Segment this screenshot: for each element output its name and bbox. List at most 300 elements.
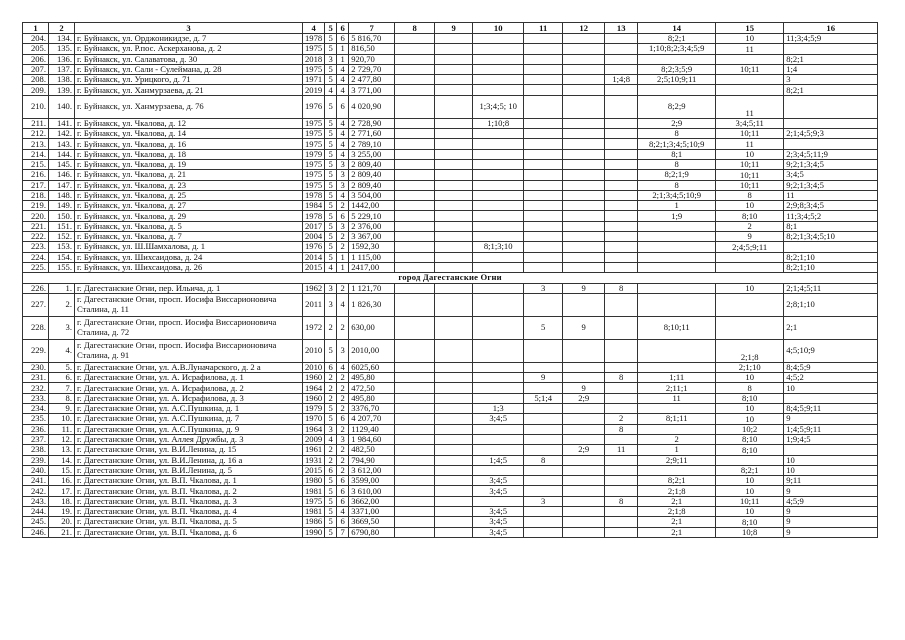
table-cell: 1978: [303, 211, 325, 221]
table-cell: 244.: [23, 506, 49, 516]
table-cell: 1;11: [638, 373, 716, 383]
table-cell: [563, 496, 605, 506]
table-cell: [395, 527, 435, 537]
table-cell: [716, 54, 784, 64]
table-cell: 3: [524, 283, 563, 293]
table-row: [23, 54, 878, 64]
table-cell: 8;1;11: [638, 414, 716, 424]
table-row: [23, 527, 878, 537]
table-cell: 1: [337, 44, 349, 54]
table-cell: 8: [638, 180, 716, 190]
table-cell: 134.: [49, 34, 75, 44]
table-cell: [435, 414, 473, 424]
table-cell: 1972: [303, 316, 325, 339]
table-cell: 5: [325, 517, 337, 527]
table-cell: [473, 85, 524, 95]
table-cell: 2: [337, 445, 349, 455]
table-cell: [563, 201, 605, 211]
table-cell: [395, 465, 435, 475]
table-cell: [784, 242, 878, 252]
table-cell: 8;4;5;9: [784, 362, 878, 372]
table-cell: [563, 34, 605, 44]
table-cell: 2;1: [784, 316, 878, 339]
table-cell: 6: [325, 362, 337, 372]
table-cell: 3: [337, 159, 349, 169]
table-cell: 10: [716, 34, 784, 44]
table-cell: [435, 424, 473, 434]
table-cell: 2 809,40: [349, 170, 395, 180]
table-cell: 17.: [49, 486, 75, 496]
table-cell: 794,90: [349, 455, 395, 465]
table-cell: [473, 232, 524, 242]
table-cell: [784, 118, 878, 128]
table-cell: [524, 414, 563, 424]
table-cell: 2: [325, 373, 337, 383]
table-cell: 10: [716, 476, 784, 486]
table-cell: 2: [337, 393, 349, 403]
table-cell: [435, 404, 473, 414]
table-cell: [605, 527, 638, 537]
table-cell: 9: [563, 283, 605, 293]
table-cell: [605, 232, 638, 242]
table-cell: 2 809,40: [349, 159, 395, 169]
section-header-row: [23, 273, 878, 283]
table-cell: 11: [638, 393, 716, 403]
table-cell: 5: [325, 404, 337, 414]
table-cell: [524, 486, 563, 496]
table-cell: 4: [337, 139, 349, 149]
table-cell: 2;1;8: [638, 486, 716, 496]
table-cell: 5: [325, 149, 337, 159]
table-cell: 228.: [23, 316, 49, 339]
table-cell: 5: [524, 316, 563, 339]
table-cell: г. Дагестанские Огни, пер. Ильича, д. 1: [75, 283, 303, 293]
table-cell: 472,50: [349, 383, 395, 393]
table-cell: 6: [337, 211, 349, 221]
table-cell: 144.: [49, 149, 75, 159]
table-cell: 2;8;1;10: [784, 293, 878, 316]
table-cell: 5: [325, 139, 337, 149]
table-cell: 4: [337, 129, 349, 139]
table-cell: 2011: [303, 293, 325, 316]
table-cell: [638, 404, 716, 414]
table-cell: 6: [337, 517, 349, 527]
table-cell: г. Дагестанские Огни, просп. Иосифа Виссарионовича Сталина, д. 72: [75, 316, 303, 339]
column-number: 2: [49, 23, 75, 34]
table-cell: 8: [605, 424, 638, 434]
table-cell: [605, 34, 638, 44]
table-cell: [716, 455, 784, 465]
column-number: 16: [784, 23, 878, 34]
table-cell: [563, 54, 605, 64]
table-cell: 235.: [23, 414, 49, 424]
table-cell: [638, 85, 716, 95]
table-cell: [395, 159, 435, 169]
table-cell: [524, 221, 563, 231]
table-cell: [395, 486, 435, 496]
table-cell: 1;3: [473, 404, 524, 414]
table-cell: [563, 424, 605, 434]
table-row: [23, 383, 878, 393]
table-cell: 241.: [23, 476, 49, 486]
table-cell: 141.: [49, 118, 75, 128]
table-cell: 149.: [49, 201, 75, 211]
table-cell: 10: [716, 201, 784, 211]
table-cell: 2;11;1: [638, 383, 716, 393]
table-cell: 2: [337, 465, 349, 475]
table-cell: 2;1;10: [716, 362, 784, 372]
table-cell: [395, 424, 435, 434]
table-cell: 4;5;10;9: [784, 339, 878, 362]
table-cell: [605, 139, 638, 149]
table-cell: 6: [337, 486, 349, 496]
table-cell: 3 255,00: [349, 149, 395, 159]
table-cell: 210.: [23, 95, 49, 118]
table-cell: [524, 232, 563, 242]
table-cell: 1 115,00: [349, 252, 395, 262]
table-cell: [435, 383, 473, 393]
table-cell: [524, 149, 563, 159]
table-cell: 10: [784, 383, 878, 393]
table-cell: 220.: [23, 211, 49, 221]
table-cell: [435, 44, 473, 54]
table-cell: [524, 476, 563, 486]
table-cell: 1442,00: [349, 201, 395, 211]
table-cell: г. Буйнакск, ул. Р.пос. Аскерханова, д. 2: [75, 44, 303, 54]
table-cell: 3662,00: [349, 496, 395, 506]
table-cell: [435, 211, 473, 221]
table-cell: [435, 190, 473, 200]
table-cell: [473, 393, 524, 403]
table-row: [23, 129, 878, 139]
table-cell: [435, 262, 473, 272]
table-cell: [605, 362, 638, 372]
table-row: [23, 445, 878, 455]
table-cell: 1980: [303, 476, 325, 486]
table-cell: [395, 506, 435, 516]
table-cell: 3;4;5: [473, 506, 524, 516]
table-cell: 2: [337, 242, 349, 252]
table-cell: 8;2;1;3;4;5;10;9: [638, 139, 716, 149]
table-row: [23, 44, 878, 54]
table-cell: [605, 506, 638, 516]
registry-table: [22, 22, 878, 538]
table-cell: 232.: [23, 383, 49, 393]
table-cell: [473, 339, 524, 362]
table-cell: [605, 455, 638, 465]
table-cell: 3;4;5: [473, 486, 524, 496]
table-cell: [435, 139, 473, 149]
table-cell: [563, 517, 605, 527]
table-cell: г. Буйнакск, ул. Сали - Сулеймана, д. 28: [75, 64, 303, 74]
table-cell: [605, 129, 638, 139]
table-cell: 495,80: [349, 373, 395, 383]
table-row: [23, 64, 878, 74]
table-cell: [473, 262, 524, 272]
table-cell: 2417,00: [349, 262, 395, 272]
table-cell: 8;10;11: [638, 316, 716, 339]
table-cell: [605, 201, 638, 211]
table-row: [23, 434, 878, 444]
table-cell: 1971: [303, 75, 325, 85]
table-cell: [524, 404, 563, 414]
table-cell: 8;2;9: [638, 95, 716, 118]
table-cell: [473, 190, 524, 200]
table-cell: 8;4;5;9;11: [784, 404, 878, 414]
table-cell: 227.: [23, 293, 49, 316]
table-cell: [395, 283, 435, 293]
table-cell: 6: [325, 465, 337, 475]
table-cell: г. Дагестанские Огни, ул. В.П. Чкалова, д. 2: [75, 486, 303, 496]
table-cell: [605, 118, 638, 128]
table-cell: 6: [337, 476, 349, 486]
table-cell: 239.: [23, 455, 49, 465]
table-cell: [435, 393, 473, 403]
table-row: [23, 339, 878, 362]
table-cell: [605, 486, 638, 496]
table-cell: 136.: [49, 54, 75, 64]
table-cell: 1981: [303, 506, 325, 516]
column-number: 6: [337, 23, 349, 34]
table-cell: [563, 95, 605, 118]
table-cell: 5 229,10: [349, 211, 395, 221]
table-cell: 10.: [49, 414, 75, 424]
table-cell: [784, 44, 878, 54]
table-cell: 1931: [303, 455, 325, 465]
table-cell: [605, 293, 638, 316]
table-cell: г. Дагестанские Огни, ул. А.С.Пушкина, д. 1: [75, 404, 303, 414]
table-cell: 1 826,30: [349, 293, 395, 316]
table-cell: [435, 149, 473, 159]
table-cell: 2015: [303, 262, 325, 272]
table-cell: [473, 465, 524, 475]
table-cell: 3;4;5: [473, 476, 524, 486]
table-cell: 4: [337, 293, 349, 316]
table-cell: [473, 180, 524, 190]
table-cell: г. Дагестанские Огни, ул. А.В.Луначарского, д. 2 а: [75, 362, 303, 372]
table-row: [23, 465, 878, 475]
table-cell: [524, 293, 563, 316]
table-cell: [563, 414, 605, 424]
table-cell: [605, 339, 638, 362]
table-cell: [524, 75, 563, 85]
table-cell: 2 728,90: [349, 118, 395, 128]
table-cell: 155.: [49, 262, 75, 272]
table-cell: [563, 170, 605, 180]
table-cell: 1;4: [784, 64, 878, 74]
table-cell: 1960: [303, 373, 325, 383]
table-cell: 2;1: [638, 517, 716, 527]
table-row: [23, 221, 878, 231]
table-cell: 2: [716, 221, 784, 231]
table-cell: [473, 445, 524, 455]
table-cell: 246.: [23, 527, 49, 537]
table-cell: 213.: [23, 139, 49, 149]
table-cell: 4.: [49, 339, 75, 362]
table-cell: 208.: [23, 75, 49, 85]
table-cell: 3 612,00: [349, 465, 395, 475]
table-cell: [524, 180, 563, 190]
table-cell: 10: [784, 465, 878, 475]
table-cell: 2: [337, 455, 349, 465]
table-cell: [395, 180, 435, 190]
table-row: [23, 118, 878, 128]
table-cell: [638, 242, 716, 252]
table-cell: [563, 75, 605, 85]
table-row: [23, 316, 878, 339]
table-cell: 4: [337, 190, 349, 200]
table-cell: 206.: [23, 54, 49, 64]
table-cell: [473, 64, 524, 74]
table-cell: г. Буйнакск, ул. Чкалова, д. 23: [75, 180, 303, 190]
table-cell: [395, 252, 435, 262]
table-cell: 3: [325, 293, 337, 316]
table-cell: 8;10: [716, 211, 784, 221]
table-cell: 242.: [23, 486, 49, 496]
table-cell: [605, 180, 638, 190]
table-cell: [563, 221, 605, 231]
table-cell: 2 771,60: [349, 129, 395, 139]
table-cell: 3 504,00: [349, 190, 395, 200]
table-cell: 236.: [23, 424, 49, 434]
table-cell: 8.: [49, 393, 75, 403]
table-cell: [524, 129, 563, 139]
table-cell: 2 477,80: [349, 75, 395, 85]
table-cell: [395, 293, 435, 316]
table-cell: [605, 64, 638, 74]
table-cell: 5: [325, 201, 337, 211]
table-cell: 2: [325, 455, 337, 465]
table-cell: г. Буйнакск, ул. Шихсаидова, д. 24: [75, 252, 303, 262]
table-cell: [435, 506, 473, 516]
table-cell: 8;1: [638, 149, 716, 159]
table-cell: 1964: [303, 424, 325, 434]
table-cell: г. Буйнакск, ул. Ш.Шамхалова, д. 1: [75, 242, 303, 252]
table-cell: [563, 159, 605, 169]
table-cell: [524, 211, 563, 221]
table-cell: [435, 455, 473, 465]
table-cell: 2004: [303, 232, 325, 242]
table-cell: 2014: [303, 252, 325, 262]
column-number: 4: [303, 23, 325, 34]
table-cell: 1;4;5;9;11: [784, 424, 878, 434]
table-cell: [605, 383, 638, 393]
table-cell: 139.: [49, 85, 75, 95]
table-cell: 1978: [303, 190, 325, 200]
table-cell: 5: [325, 527, 337, 537]
table-cell: 1975: [303, 159, 325, 169]
table-cell: [395, 242, 435, 252]
table-cell: 1: [638, 445, 716, 455]
table-cell: [605, 393, 638, 403]
table-cell: [524, 44, 563, 54]
table-cell: [563, 180, 605, 190]
table-cell: г. Дагестанские Огни, ул. В.И.Ленина, д. 16 а: [75, 455, 303, 465]
column-number: 1: [23, 23, 49, 34]
table-cell: 5: [325, 232, 337, 242]
table-cell: [605, 242, 638, 252]
table-cell: [784, 95, 878, 118]
table-row: [23, 242, 878, 252]
table-cell: 9: [784, 414, 878, 424]
table-cell: [605, 476, 638, 486]
table-cell: г. Дагестанские Огни, ул. В.П. Чкалова, д. 3: [75, 496, 303, 506]
column-number: 13: [605, 23, 638, 34]
table-cell: 1981: [303, 486, 325, 496]
table-cell: г. Буйнакск, ул. Чкалова, д. 19: [75, 159, 303, 169]
table-cell: 4: [325, 85, 337, 95]
table-cell: г. Буйнакск, ул. Чкалова, д. 29: [75, 211, 303, 221]
table-cell: 4: [337, 75, 349, 85]
table-cell: 11.: [49, 424, 75, 434]
table-cell: [435, 517, 473, 527]
table-cell: [395, 170, 435, 180]
table-cell: 142.: [49, 129, 75, 139]
table-cell: 8;2;1: [784, 54, 878, 64]
table-body: [23, 23, 878, 538]
table-cell: [563, 232, 605, 242]
column-number: 7: [349, 23, 395, 34]
table-cell: [563, 527, 605, 537]
table-cell: г. Дагестанские Огни, просп. Иосифа Виссарионовича Сталина, д. 91: [75, 339, 303, 362]
table-cell: 4: [337, 506, 349, 516]
table-cell: 10;11: [716, 496, 784, 506]
table-cell: 237.: [23, 434, 49, 444]
table-cell: [395, 129, 435, 139]
column-number: 8: [395, 23, 435, 34]
table-cell: 219.: [23, 201, 49, 211]
table-row: [23, 506, 878, 516]
table-cell: 10;11: [716, 159, 784, 169]
table-row: [23, 75, 878, 85]
table-row: [23, 149, 878, 159]
table-cell: г. Дагестанские Огни, ул. А. Исрафилова, д. 1: [75, 373, 303, 383]
table-cell: [563, 404, 605, 414]
table-cell: 216.: [23, 170, 49, 180]
table-cell: [563, 64, 605, 74]
table-cell: 16.: [49, 476, 75, 486]
table-cell: 18.: [49, 496, 75, 506]
table-cell: г. Дагестанские Огни, ул. В.П. Чкалова, д. 4: [75, 506, 303, 516]
table-cell: [524, 434, 563, 444]
table-cell: 2;9: [563, 445, 605, 455]
table-cell: 245.: [23, 517, 49, 527]
table-cell: 3: [337, 170, 349, 180]
table-cell: 3 771,00: [349, 85, 395, 95]
table-cell: 3376,70: [349, 404, 395, 414]
table-cell: 9: [784, 506, 878, 516]
table-cell: [473, 129, 524, 139]
table-cell: г. Дагестанские Огни, ул. А. Исрафилова, д. 3: [75, 393, 303, 403]
table-row: [23, 232, 878, 242]
table-cell: 1: [337, 252, 349, 262]
table-cell: 153.: [49, 242, 75, 252]
table-cell: 5: [325, 506, 337, 516]
table-cell: 221.: [23, 221, 49, 231]
table-cell: г. Буйнакск, ул. Шихсаидова, д. 26: [75, 262, 303, 272]
table-cell: 2;1;8: [716, 339, 784, 362]
table-cell: 3.: [49, 316, 75, 339]
table-cell: 3;4;5: [473, 517, 524, 527]
table-cell: 9: [784, 517, 878, 527]
table-cell: 2: [337, 373, 349, 383]
table-cell: [435, 242, 473, 252]
table-cell: 4: [337, 118, 349, 128]
table-cell: [716, 75, 784, 85]
table-cell: [395, 434, 435, 444]
table-cell: 11: [605, 445, 638, 455]
table-cell: 10: [716, 486, 784, 496]
